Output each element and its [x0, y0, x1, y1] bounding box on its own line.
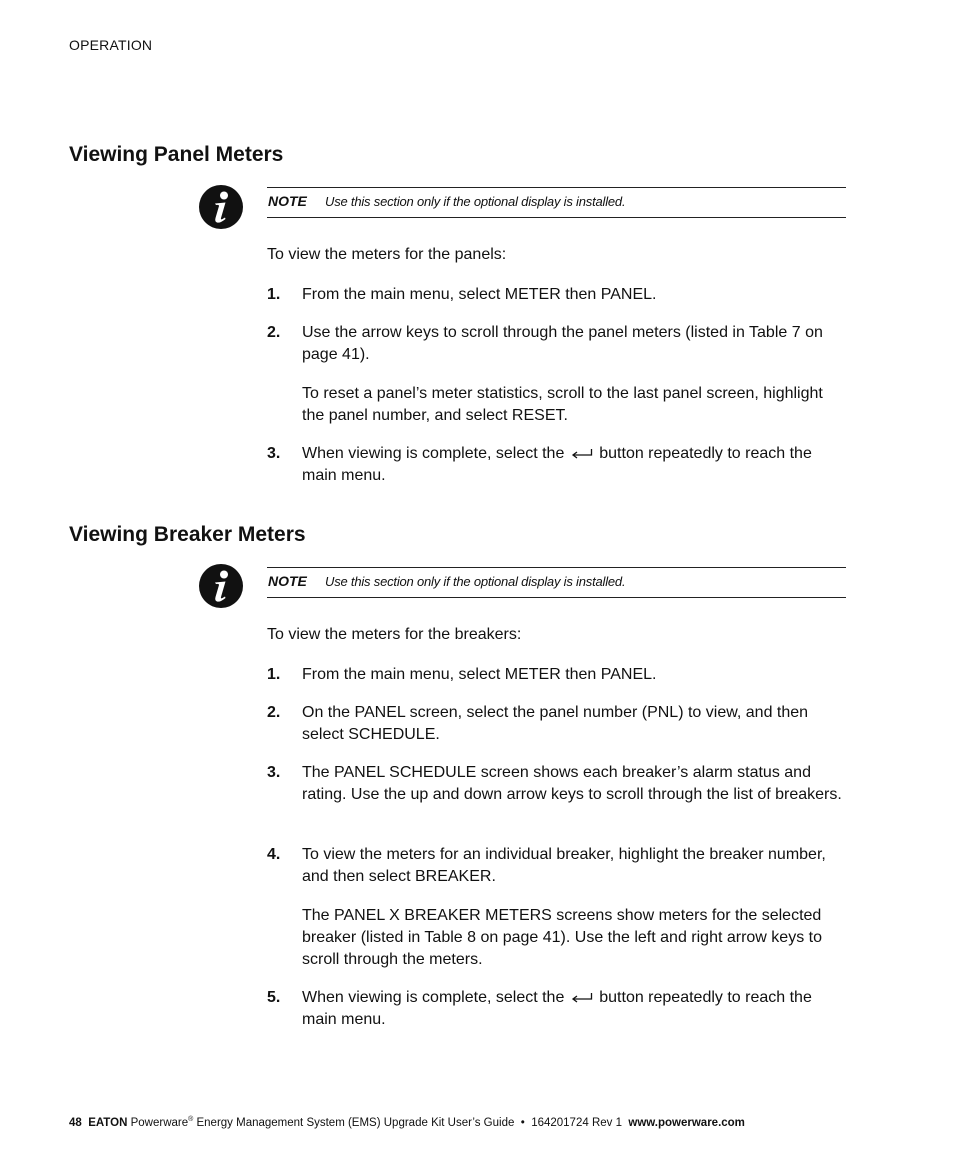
note-text: Use this section only if the optional display is installed. — [325, 574, 626, 589]
step-text — [302, 443, 847, 487]
list-item — [267, 987, 847, 1031]
step-number: 5. — [267, 989, 281, 1006]
enter-key-icon — [571, 448, 593, 460]
step-number: 2. — [267, 704, 281, 721]
step-text: On the PANEL screen, select the panel number (PNL) to view, and then select SCHEDULE. — [302, 704, 809, 743]
info-icon — [198, 563, 244, 609]
step-text: Use the arrow keys to scroll through the panel meters (listed in Table 7 on page 41). — [302, 324, 823, 363]
step-text: To view the meters for an individual breaker, highlight the breaker number, and then select BREAKER. — [302, 846, 826, 885]
step-text-after: button repeatedly to reach the main menu. — [302, 445, 812, 484]
brand-name: EATON — [88, 1116, 128, 1129]
document-title: Energy Management System (EMS) Upgrade Kit User’s Guide — [193, 1116, 515, 1129]
page-number: 48 — [69, 1116, 82, 1129]
list-item — [267, 844, 847, 888]
note-box — [267, 187, 846, 218]
section-heading-breaker-meters: Viewing Breaker Meters — [69, 523, 306, 546]
list-item — [267, 443, 847, 487]
step-text: From the main menu, select METER then PANEL. — [302, 286, 657, 303]
list-item — [267, 664, 847, 686]
registered-mark: ® — [188, 1116, 194, 1123]
page-footer — [69, 1116, 745, 1129]
list-item — [267, 762, 847, 806]
section-heading-panel-meters: Viewing Panel Meters — [69, 143, 284, 166]
intro-text: To view the meters for the breakers: — [267, 626, 522, 643]
step-text-before: When viewing is complete, select the — [302, 445, 565, 462]
footer-bullet: • — [520, 1116, 525, 1129]
step-text-before: When viewing is complete, select the — [302, 989, 565, 1006]
step-number: 2. — [267, 324, 281, 341]
note-text: Use this section only if the optional display is installed. — [325, 194, 626, 209]
step-number: 3. — [267, 764, 281, 781]
step-number: 3. — [267, 445, 281, 462]
enter-key-icon — [571, 992, 593, 1004]
step-text: The PANEL SCHEDULE screen shows each breaker’s alarm status and rating. Use the up and down arrow keys to scroll through the list of breakers. — [302, 764, 842, 803]
list-item — [267, 322, 847, 366]
website-link[interactable]: www.powerware.com — [628, 1116, 745, 1129]
step-text: From the main menu, select METER then PANEL. — [302, 666, 657, 683]
step-number: 1. — [267, 286, 281, 303]
list-item — [267, 284, 847, 306]
step-text-after: button repeatedly to reach the main menu. — [302, 989, 812, 1028]
list-item — [267, 702, 847, 746]
step-number: 4. — [267, 846, 281, 863]
product-name: Powerware — [130, 1116, 189, 1129]
note-label: NOTE — [268, 573, 307, 589]
step-number: 1. — [267, 666, 281, 683]
document-number: 164201724 Rev 1 — [531, 1116, 622, 1129]
intro-text: To view the meters for the panels: — [267, 246, 507, 263]
step-note-text: To reset a panel’s meter statistics, scroll to the last panel screen, highlight the panel number, and select RESET. — [302, 385, 823, 424]
info-icon — [198, 184, 244, 230]
note-box — [267, 567, 846, 598]
step-text — [302, 987, 847, 1031]
running-header: OPERATION — [69, 37, 153, 53]
step-note-text: The PANEL X BREAKER METERS screens show meters for the selected breaker (listed in Table 8 on page 41). Use the left and right arrow keys to scroll through the meters. — [302, 907, 822, 968]
note-label: NOTE — [268, 193, 307, 209]
